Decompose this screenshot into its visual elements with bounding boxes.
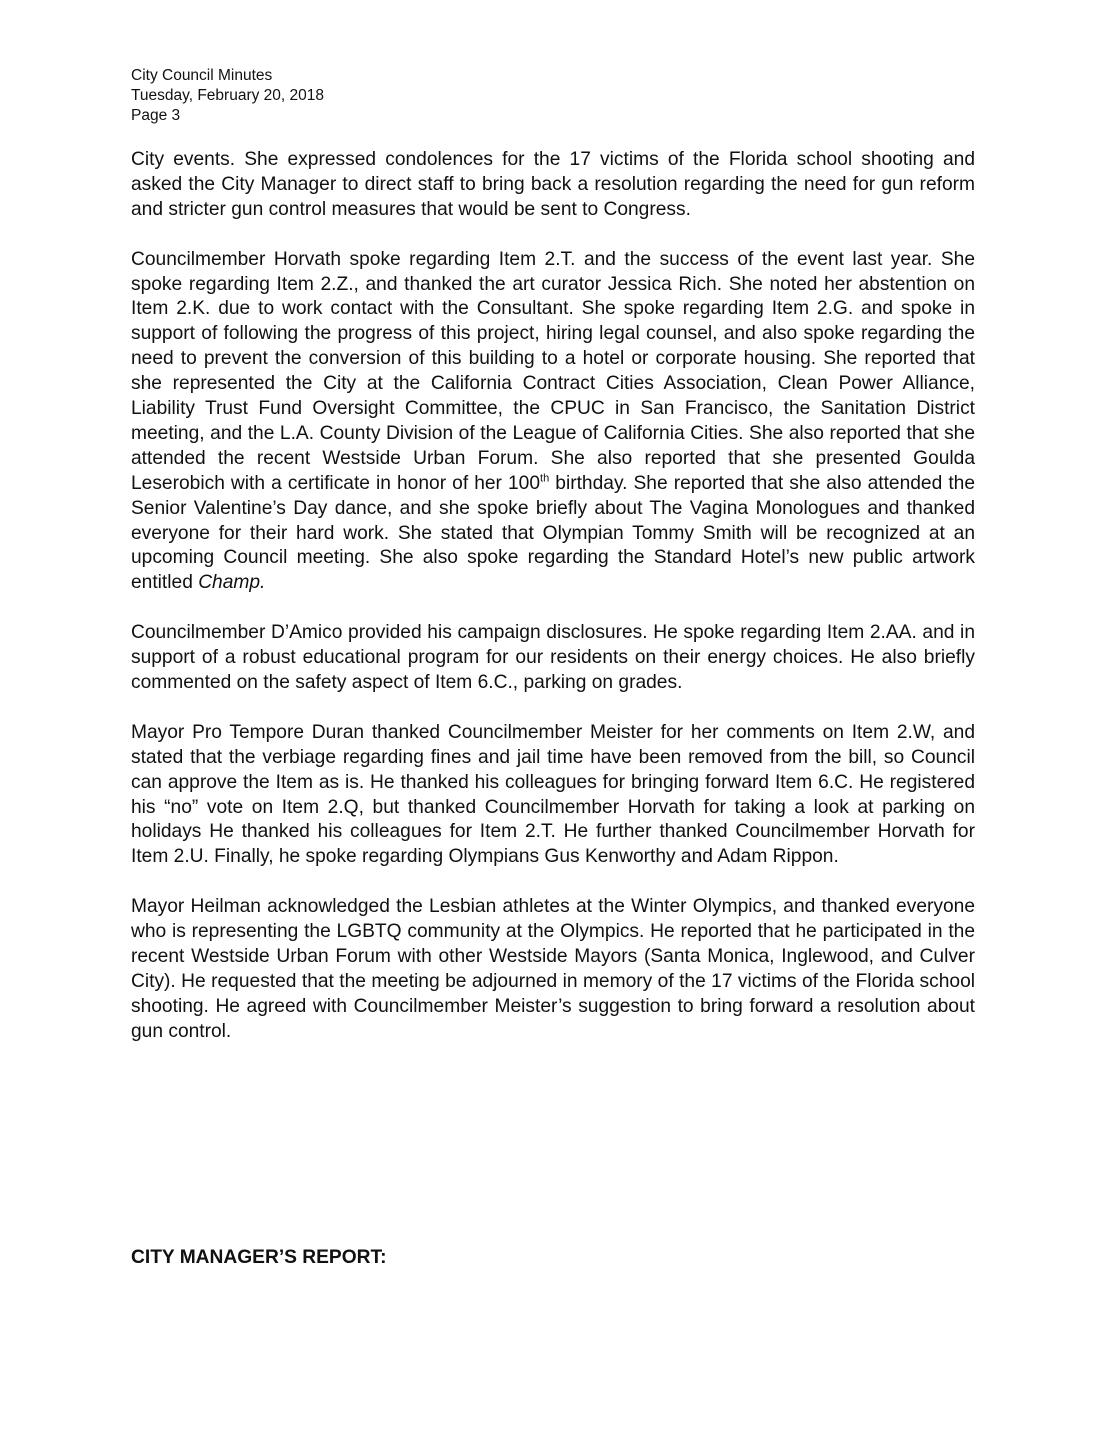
horvath-text-part2: birthday. She reported that she also attended the Senior Valentine’s Day dance, and she spoke briefly about The Vagina Monologues and thanked everyone for their hard work. She stated that Olympian Tommy Smith will be recognized at an upcoming Council meeting. She also spoke regarding the Standard Hotel’s new public artwork entitled — [131, 472, 975, 594]
artwork-title: Champ. — [198, 572, 266, 594]
horvath-text-part1: Councilmember Horvath spoke regarding Item 2.T. and the success of the event last year. She spoke regarding Item 2.Z., and thanked the art curator Jessica Rich. She noted her abstention on Item 2.K. due to work contact with the Consultant. She spoke regarding Item 2.G. and spoke in support of following the progress of this project, hiring legal counsel, and also spoke regarding the need to prevent the conversion of this building to a hotel or corporate housing. She reported that she represented the City at the California Contract Cities Association, Clean Power Alliance, Liability Trust Fund Oversight Committee, the CPUC in San Francisco, the Sanitation District meeting, and the L.A. County Division of the League of California Cities. She also reported that she attended the recent Westside Urban Forum. She also reported that she presented Goulda Leserobich with a certificate in honor of her 100 — [131, 248, 975, 494]
minutes-body — [131, 148, 975, 1069]
header-page-number: Page 3 — [131, 107, 181, 124]
header-document-title: City Council Minutes — [131, 67, 273, 84]
paragraph-continuation: City events. She expressed condolences for the 17 victims of the Florida school shooting and asked the City Manager to direct staff to bring back a resolution regarding the need for gun reform and stricter gun control measures that would be sent to Congress. — [131, 149, 975, 220]
section-heading-city-manager-report: CITY MANAGER’S REPORT: — [131, 1247, 387, 1268]
paragraph-damico-report: Councilmember D’Amico provided his campaign disclosures. He spoke regarding Item 2.AA. and in support of a robust educational program for our residents on their energy choices. He also briefly commented on the safety aspect of Item 6.C., parking on grades. — [131, 622, 975, 693]
ordinal-superscript: th — [540, 472, 550, 485]
header-meeting-date: Tuesday, February 20, 2018 — [131, 87, 325, 104]
paragraph-duran-report: Mayor Pro Tempore Duran thanked Councilmember Meister for her comments on Item 2.W, and stated that the verbiage regarding fines and jail time have been removed from the bill, so Council can approve the Item as is. He thanked his colleagues for bringing forward Item 6.C. He registered his “no” vote on Item 2.Q, but thanked Councilmember Horvath for taking a look at parking on holidays He thanked his colleagues for Item 2.T. He further thanked Councilmember Horvath for Item 2.U. Finally, he spoke regarding Olympians Gus Kenworthy and Adam Rippon. — [131, 721, 975, 868]
page-header — [131, 66, 324, 126]
paragraph-horvath-report — [131, 248, 975, 597]
paragraph-heilman-report: Mayor Heilman acknowledged the Lesbian athletes at the Winter Olympics, and thanked everyone who is representing the LGBTQ community at the Olympics. He reported that he participated in the recent Westside Urban Forum with other Westside Mayors (Santa Monica, Inglewood, and Culver City). He requested that the meeting be adjourned in memory of the 17 victims of the Florida school shooting. He agreed with Councilmember Meister’s suggestion to bring forward a resolution about gun control. — [131, 896, 975, 1042]
